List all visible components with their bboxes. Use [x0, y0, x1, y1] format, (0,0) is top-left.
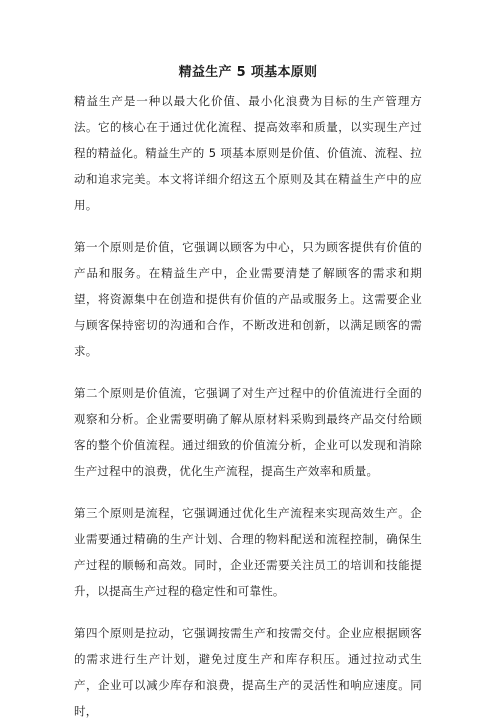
paragraph-principle-pull: 第四个原则是拉动，它强调按需生产和按需交付。企业应根据顾客的需求进行生产计划，避免过度生产和库存积压。通过拉动式生产，企业可以减少库存和浪费，提高生产的灵活性和响应速度。同时，	[74, 626, 422, 718]
paragraph-principle-flow: 第三个原则是流程，它强调通过优化生产流程来实现高效生产。企业需要通过精确的生产计划、合理的物料配送和流程控制，确保生产过程的顺畅和高效。同时，企业还需要关注员工的培训和技能提升，以提高生产过程的稳定性和可靠性。	[74, 506, 422, 598]
paragraph-intro: 精益生产是一种以最大化价值、最小化浪费为目标的生产管理方法。它的核心在于通过优化流程、提高效率和质量，以实现生产过程的精益化。精益生产的 5 项基本原则是价值、价值流、流程、拉动和追求完美。本文将详细介绍这五个原则及其在精益生产中的应用。	[74, 94, 422, 212]
paragraph-principle-value-stream: 第二个原则是价值流，它强调了对生产过程中的价值流进行全面的观察和分析。企业需要明确了解从原材料采购到最终产品交付给顾客的整个价值流程。通过细致的价值流分析，企业可以发现和消除生产过程中的浪费，优化生产流程，提高生产效率和质量。	[74, 386, 422, 478]
document-title: 精益生产 5 项基本原则	[178, 65, 318, 80]
paragraph-principle-value: 第一个原则是价值，它强调以顾客为中心，只为顾客提供有价值的产品和服务。在精益生产中，企业需要清楚了解顾客的需求和期望，将资源集中在创造和提供有价值的产品或服务上。这需要企业与顾客保持密切的沟通和合作，不断改进和创新，以满足顾客的需求。	[74, 240, 422, 358]
